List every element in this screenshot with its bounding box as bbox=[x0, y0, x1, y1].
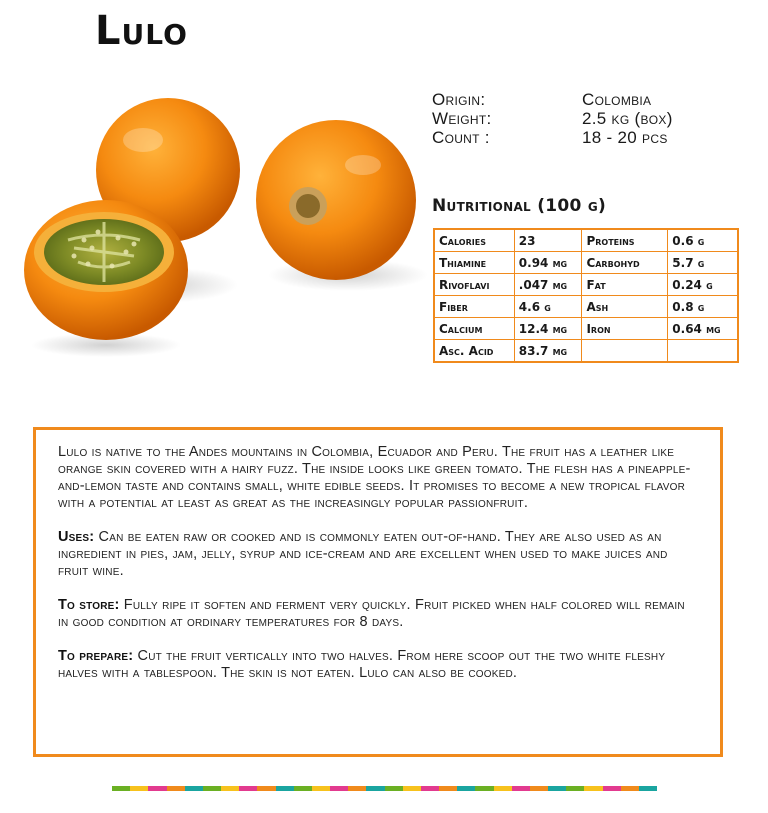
color-bar-segment bbox=[167, 786, 185, 791]
table-row bbox=[434, 296, 738, 318]
color-bar-segment bbox=[512, 786, 530, 791]
color-bar-segment bbox=[494, 786, 512, 791]
color-bar-segment bbox=[621, 786, 639, 791]
nutrient-value: 83.7 mg bbox=[514, 340, 582, 363]
nutrient-value: 0.24 g bbox=[668, 274, 738, 296]
info-count bbox=[432, 128, 752, 147]
page-title: Lulo bbox=[95, 8, 188, 54]
table-row bbox=[434, 318, 738, 340]
nutrient-value: .047 mg bbox=[514, 274, 582, 296]
nutrient-value: 23 bbox=[514, 229, 582, 252]
store-text: Fully ripe it soften and ferment very quickly. Fruit picked when half colored will remain in good condition at ordinary temperatures for 8 days. bbox=[58, 597, 685, 630]
color-bar-segment bbox=[276, 786, 294, 791]
color-bar-segment bbox=[348, 786, 366, 791]
nutrient-name: Calories bbox=[434, 229, 514, 252]
nutrient-name: Iron bbox=[582, 318, 668, 340]
nutrient-name: Asc. Acid bbox=[434, 340, 514, 363]
nutrient-value: 0.6 g bbox=[668, 229, 738, 252]
nutrient-name: Rivoflavi bbox=[434, 274, 514, 296]
nutrient-value: 5.7 g bbox=[668, 252, 738, 274]
table-row bbox=[434, 229, 738, 252]
prepare-text: Cut the fruit vertically into two halves. From here scoop out the two white fleshy halves with a tablespoon. The skin is not eaten. Lulo can also be cooked. bbox=[58, 648, 666, 681]
uses-paragraph bbox=[58, 529, 698, 580]
table-row bbox=[434, 274, 738, 296]
nutrient-name: Calcium bbox=[434, 318, 514, 340]
color-bar-segment bbox=[112, 786, 130, 791]
lulo-fruit-image bbox=[18, 80, 428, 360]
description-box bbox=[33, 427, 723, 757]
nutrition-table bbox=[433, 228, 739, 363]
color-bar-segment bbox=[530, 786, 548, 791]
count-label: Count : bbox=[432, 128, 490, 147]
color-bar-segment bbox=[584, 786, 602, 791]
nutrient-value: 12.4 mg bbox=[514, 318, 582, 340]
info-origin bbox=[432, 90, 752, 109]
nutrient-value: 0.8 g bbox=[668, 296, 738, 318]
nutrient-name: Fat bbox=[582, 274, 668, 296]
nutrient-value: 4.6 g bbox=[514, 296, 582, 318]
store-label: To store: bbox=[58, 597, 120, 613]
weight-value: 2.5 kg (box) bbox=[582, 109, 673, 128]
nutrition-heading: Nutritional (100 g) bbox=[432, 196, 607, 216]
color-bar-segment bbox=[385, 786, 403, 791]
table-row bbox=[434, 340, 738, 363]
color-bar-segment bbox=[130, 786, 148, 791]
origin-value: Colombia bbox=[582, 90, 652, 109]
color-bar-segment bbox=[566, 786, 584, 791]
weight-label: Weight: bbox=[432, 109, 492, 128]
nutrient-name bbox=[582, 340, 668, 363]
color-bar-segment bbox=[221, 786, 239, 791]
color-bar-segment bbox=[639, 786, 657, 791]
count-value: 18 - 20 pcs bbox=[582, 128, 668, 147]
nutrient-name: Fiber bbox=[434, 296, 514, 318]
nutrient-name: Ash bbox=[582, 296, 668, 318]
color-bar-segment bbox=[330, 786, 348, 791]
nutrient-name: Proteins bbox=[582, 229, 668, 252]
table-row bbox=[434, 252, 738, 274]
prepare-label: To prepare: bbox=[58, 648, 134, 664]
color-bar-segment bbox=[203, 786, 221, 791]
color-bar-segment bbox=[148, 786, 166, 791]
nutrient-name: Carbohyd bbox=[582, 252, 668, 274]
color-bar-segment bbox=[603, 786, 621, 791]
nutrient-value: 0.64 mg bbox=[668, 318, 738, 340]
color-bar-segment bbox=[475, 786, 493, 791]
color-bar-segment bbox=[294, 786, 312, 791]
uses-label: Uses: bbox=[58, 529, 95, 545]
color-bar-segment bbox=[457, 786, 475, 791]
product-info bbox=[432, 90, 752, 147]
store-paragraph bbox=[58, 597, 698, 631]
color-bar-segment bbox=[185, 786, 203, 791]
color-bar-segment bbox=[403, 786, 421, 791]
color-bar-segment bbox=[421, 786, 439, 791]
prepare-paragraph bbox=[58, 648, 698, 682]
decorative-color-bar bbox=[112, 786, 657, 791]
color-bar-segment bbox=[439, 786, 457, 791]
color-bar-segment bbox=[239, 786, 257, 791]
origin-label: Origin: bbox=[432, 90, 486, 109]
color-bar-segment bbox=[548, 786, 566, 791]
color-bar-segment bbox=[366, 786, 384, 791]
description-intro: Lulo is native to the Andes mountains in Colombia, Ecuador and Peru. The fruit has a leather like orange skin covered with a hairy fuzz. The inside looks like green tomato. The flesh has a pineapple-and-lemon taste and contains small, white edible seeds. It promises to become a new tropical flavor with a potential at least as great as the increasingly popular passionfruit. bbox=[58, 444, 691, 511]
nutrient-name: Thiamine bbox=[434, 252, 514, 274]
nutrient-value bbox=[668, 340, 738, 363]
nutrient-value: 0.94 mg bbox=[514, 252, 582, 274]
uses-text: Can be eaten raw or cooked and is commonly eaten out-of-hand. They are also used as an ingredient in pies, jam, jelly, syrup and ice-cream and are excellent when used to make juices and fruit wine. bbox=[58, 529, 668, 579]
color-bar-segment bbox=[257, 786, 275, 791]
info-weight bbox=[432, 109, 752, 128]
color-bar-segment bbox=[312, 786, 330, 791]
